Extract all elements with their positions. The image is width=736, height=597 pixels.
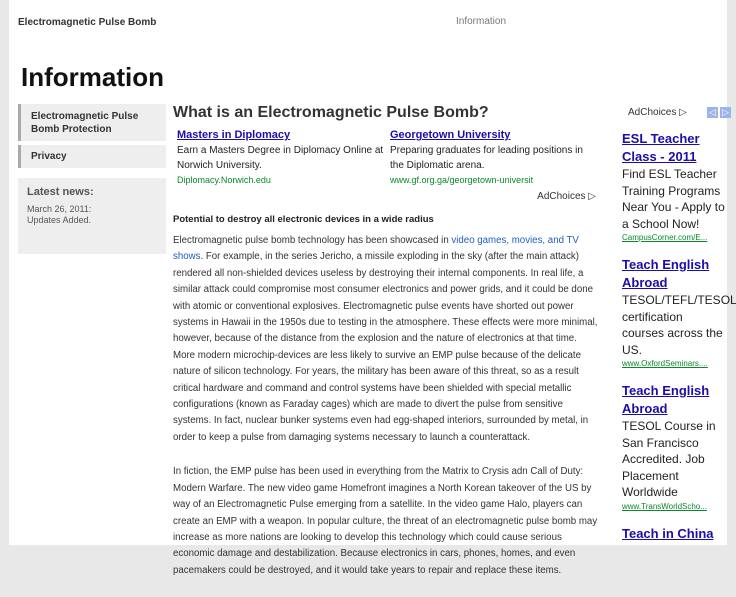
sidebar-item-emp-protection[interactable]: Electromagnetic Pulse Bomb Protection bbox=[18, 104, 166, 141]
ad-link[interactable]: Georgetown University bbox=[390, 129, 511, 141]
sidebar bbox=[18, 104, 166, 254]
latest-news-box bbox=[18, 178, 166, 254]
article-paragraph bbox=[173, 233, 598, 446]
main-content bbox=[173, 104, 598, 597]
next-arrow-icon[interactable]: ▷ bbox=[720, 107, 731, 118]
page bbox=[9, 0, 736, 576]
ad-description: Earn a Masters Degree in Diplomacy Online at Norwich University. bbox=[177, 145, 384, 171]
news-text: Updates Added. bbox=[27, 215, 92, 225]
right-ad-url[interactable]: CampusCorner.com/E... bbox=[622, 233, 708, 242]
page-title: Information bbox=[21, 62, 164, 92]
right-ad-description: TESOL Course in San Francisco Accredited. Job Placement Worldwide bbox=[622, 419, 716, 499]
video-games-link[interactable]: video games, movies, and TV shows bbox=[173, 235, 579, 263]
right-ad bbox=[622, 382, 727, 513]
article-lead: Potential to destroy all electronic devices in a wide radius bbox=[173, 214, 434, 225]
news-title: Latest news: bbox=[27, 186, 94, 198]
right-ad-header bbox=[614, 104, 727, 124]
right-ad bbox=[622, 130, 727, 244]
right-ad-title[interactable]: Teach English Abroad bbox=[622, 257, 710, 290]
right-ad-column bbox=[614, 104, 736, 545]
ad-url[interactable]: Diplomacy.Norwich.edu bbox=[177, 175, 271, 185]
right-ad-title[interactable]: Teach in China bbox=[622, 525, 714, 541]
paragraph-text: . For example, in the series Jericho, a missile exploding in the sky (after the main attack) rendered all non-shielded devices useless by destroying their internal components. In real life, a similar attack could compromise most consumer electronics and power grids, and it could be done with atomic or conventional explosives. Electromagnetic pulse events have shorted out power systems in Hawaii in the 1950s due to testing in the atmosphere. These effects were more minimal, however, because of the distance from the explosion and the nature of electronics at that time. More modern microchip-devices are less likely to survive an EMP pulse because of the delicate nature of silicon technology. For years, the military has been aware of this threat, so as a result critical hardware and command and control systems have been shielded with special metallic configurations (known as Faraday cages) which are made to divert the pulse from sensitive systems. In fact, nuclear bunker systems even had egg-shaped interiors, surrounded by metal, in order to keep a pulse from damaging systems necessary to launch a counterattack. bbox=[173, 251, 598, 443]
article-paragraph: In fiction, the EMP pulse has been used in everything from the Matrix to Crysis adn Call of Duty: Modern Warfare. The new video game Homefront imagines a North Korean takeover of the US by way of an Electromagnetic Pulse emerging from a satellite. In the video game Halo, players can create an EMP with a weapon. In popular culture, the threat of an electromagnetic pulse bomb may increase as more nations are looking to develop this technology which could cause serious economic damage and destabilization. Because electronics in cars, phones, homes, and even pacemakers could be destroyed, and it would take years to repair and replace these items. bbox=[173, 466, 598, 576]
nav-information[interactable]: Information bbox=[456, 16, 507, 27]
site-title[interactable]: Electromagnetic Pulse Bomb bbox=[18, 17, 157, 28]
paragraph-text: Electromagnetic pulse bomb technology has been showcased in bbox=[173, 235, 452, 246]
ad-row bbox=[173, 128, 598, 202]
ad-link[interactable]: Masters in Diplomacy bbox=[177, 129, 291, 141]
right-ad-description: Find ESL Teacher Training Programs Near You - Apply to a School Now! bbox=[622, 167, 725, 231]
ad-unit bbox=[177, 128, 385, 188]
sidebar-item-privacy[interactable]: Privacy bbox=[18, 145, 166, 168]
right-ad-title[interactable]: Teach English Abroad bbox=[622, 383, 710, 416]
article-title: What is an Electromagnetic Pulse Bomb? bbox=[173, 104, 489, 121]
right-ad-url[interactable]: www.OxfordSeminars.... bbox=[622, 359, 708, 368]
ad-description: Preparing graduates for leading positions in the Diplomatic arena. bbox=[390, 145, 583, 171]
adchoices-link[interactable]: AdChoices ▷ bbox=[628, 107, 687, 118]
news-date: March 26, 2011: bbox=[27, 204, 92, 214]
right-ad-url[interactable]: www.TransWorldScho... bbox=[622, 501, 707, 511]
prev-arrow-icon[interactable]: ◁ bbox=[707, 107, 718, 118]
ad-unit bbox=[390, 128, 598, 188]
adchoices-link[interactable]: AdChoices ▷ bbox=[537, 191, 596, 202]
right-ad-title[interactable]: ESL Teacher Class - 2011 bbox=[622, 131, 700, 164]
right-ad bbox=[622, 256, 736, 370]
right-ad-description: TESOL/TEFL/TESOL certification courses across the US. bbox=[622, 293, 736, 357]
right-ad bbox=[622, 525, 727, 543]
ad-url[interactable]: www.gf.org.ga/georgetown-universit bbox=[390, 175, 534, 185]
